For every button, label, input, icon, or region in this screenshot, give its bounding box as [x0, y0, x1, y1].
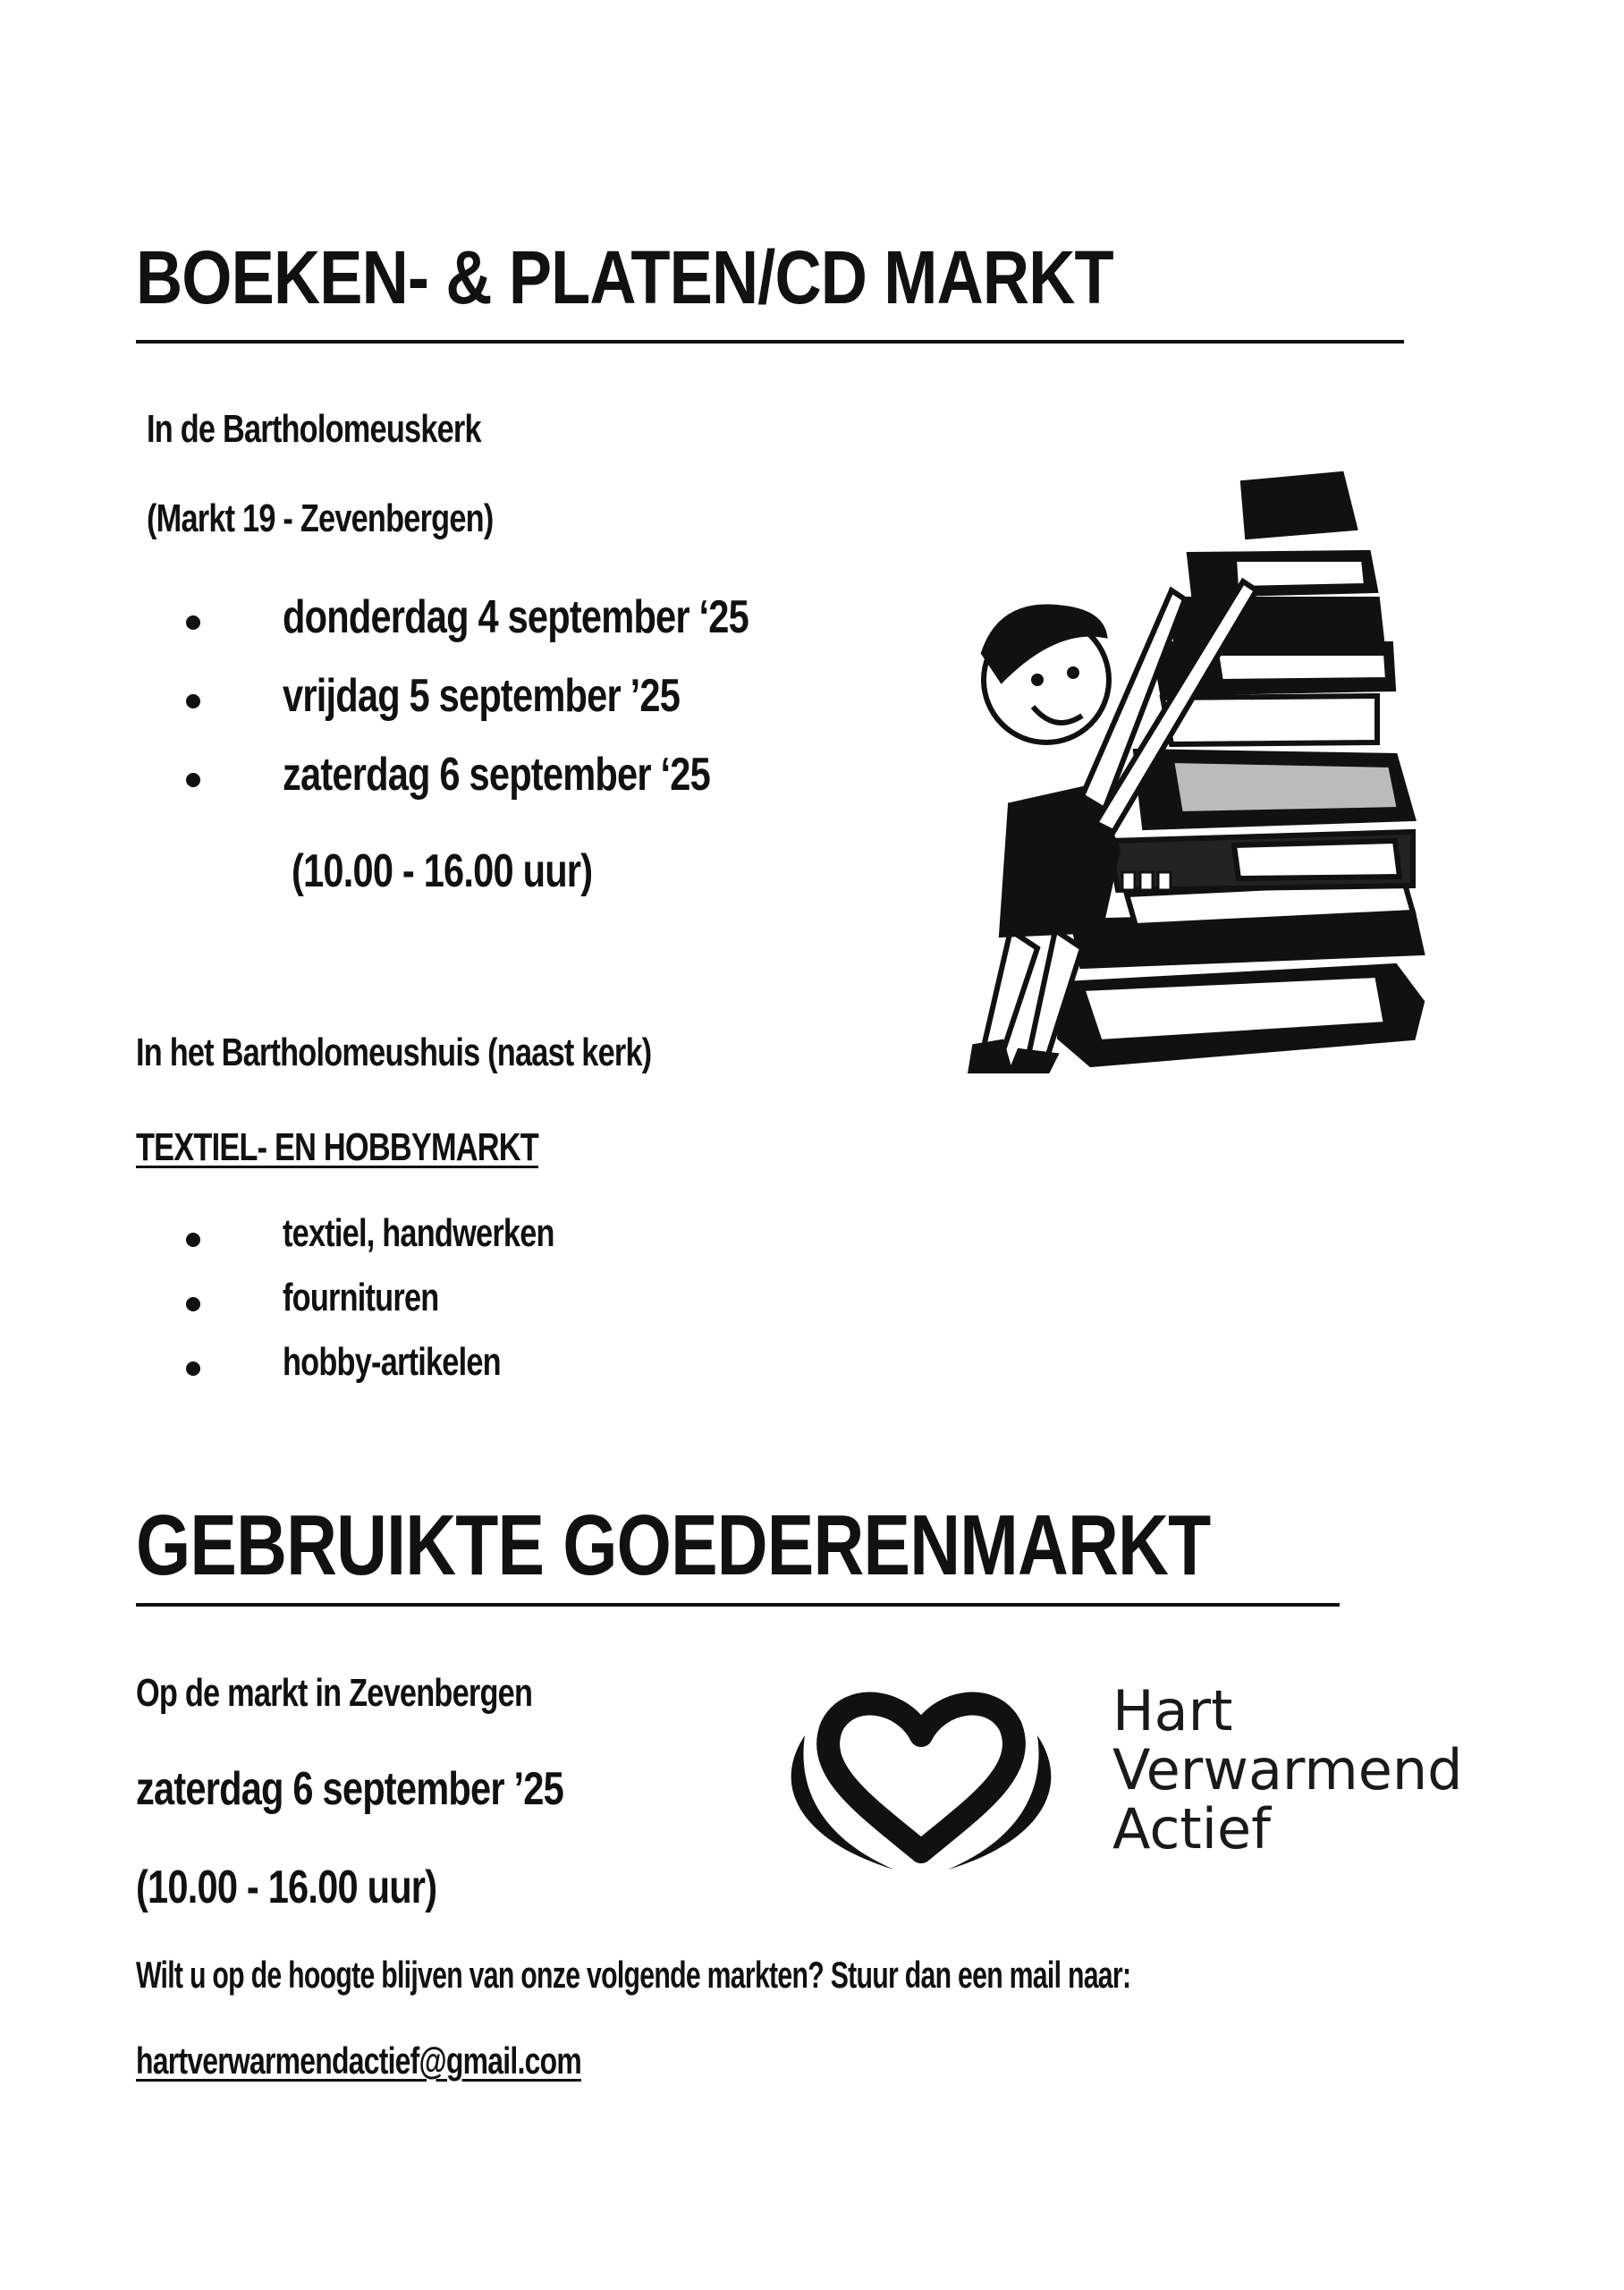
textile-item: hobby-artikelen	[283, 1340, 501, 1384]
date-item: zaterdag 6 september ‘25	[283, 749, 710, 801]
boy-stacking-books-illustration	[948, 465, 1431, 1073]
contact-prompt: Wilt u op de hoogte blijven van onze volgende markten? Stuur dan een mail naar:	[136, 1954, 1131, 1996]
logo-wordmark	[1112, 1678, 1463, 1862]
logo-line: Hart	[1112, 1678, 1233, 1743]
date-item: vrijdag 5 september ’25	[283, 670, 681, 722]
contact-email-link[interactable]: hartverwarmendactief@gmail.com	[136, 2040, 581, 2082]
book-market-title: BOEKEN- & PLATEN/CD MARKT	[136, 235, 1113, 319]
bullet	[186, 1233, 200, 1247]
goods-market-title: GEBRUIKTE GOEDERENMARKT	[136, 1497, 1211, 1593]
date-item: donderdag 4 september ‘25	[283, 591, 749, 643]
book-market-venue: In de Bartholomeuskerk	[147, 407, 481, 451]
textile-item: textiel, handwerken	[283, 1211, 554, 1255]
logo-line: Actief	[1112, 1796, 1271, 1862]
title-underline	[136, 1603, 1340, 1607]
goods-market-date: zaterdag 6 september ’25	[136, 1763, 563, 1815]
bullet	[186, 773, 200, 787]
title-underline	[136, 340, 1404, 344]
bullet	[186, 694, 200, 708]
bullet	[186, 1361, 200, 1376]
textile-market-venue: In het Bartholomeushuis (naast kerk)	[136, 1030, 652, 1074]
heart-logo-icon	[769, 1682, 1073, 1879]
goods-market-location: Op de markt in Zevenbergen	[136, 1671, 533, 1715]
book-market-hours: (10.00 - 16.00 uur)	[292, 845, 593, 897]
goods-market-hours: (10.00 - 16.00 uur)	[136, 1862, 437, 1913]
textile-market-heading: TEXTIEL- EN HOBBYMARKT	[136, 1125, 538, 1169]
bullet	[186, 615, 200, 630]
logo-line: Verwarmend	[1112, 1737, 1463, 1802]
textile-item: fournituren	[283, 1276, 439, 1319]
book-market-address: (Markt 19 - Zevenbergen)	[147, 496, 494, 540]
bullet	[186, 1297, 200, 1311]
